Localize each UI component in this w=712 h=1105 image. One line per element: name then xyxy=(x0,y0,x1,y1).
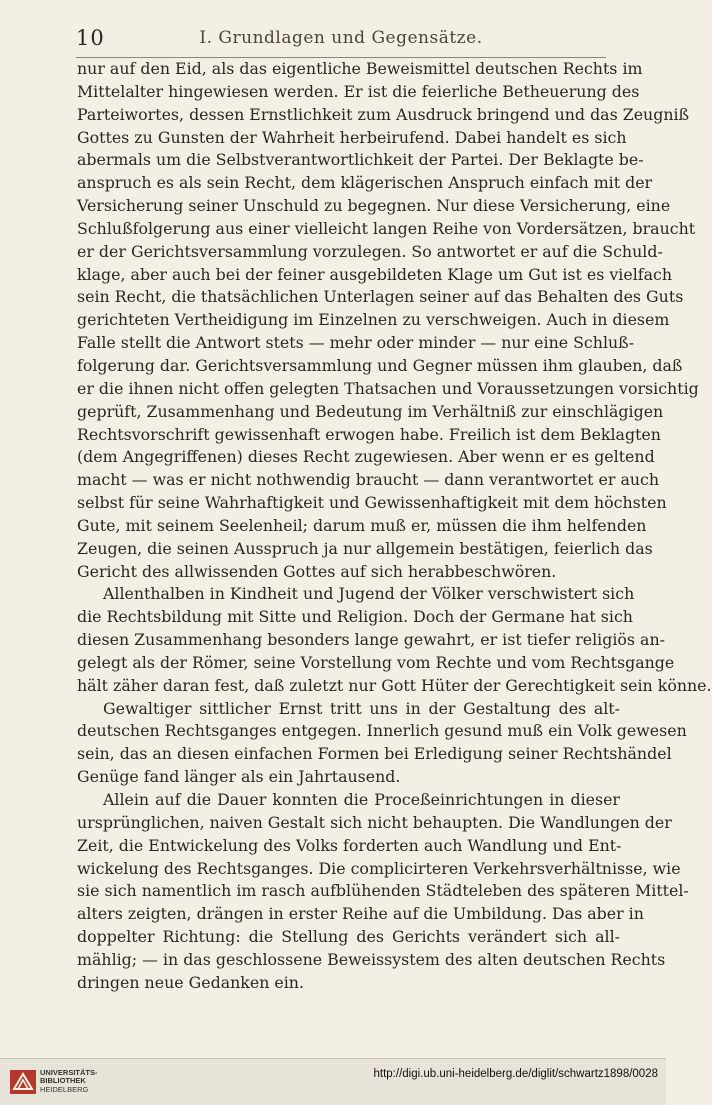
text-line: abermals um die Selbstverantwortlichkeit der Partei. Der Beklagte be- xyxy=(77,150,644,170)
library-logo-icon xyxy=(8,1067,38,1097)
text-line: Allein auf die Dauer konnten die Proceßeinrichtungen in dieser xyxy=(103,790,620,809)
text-line: macht — was er nicht nothwendig braucht — dann verantwortet er auch xyxy=(77,470,660,490)
text-line: doppelter Richtung: die Stellung des Gerichts verändert sich all- xyxy=(77,927,620,947)
text-line: ursprünglichen, naiven Gestalt sich nicht behaupten. Die Wandlungen der xyxy=(77,812,672,832)
text-line: gelegt als der Römer, seine Vorstellung vom Rechte und vom Rechtsgange xyxy=(77,652,675,672)
text-line: diesen Zusammenhang besonders lange gewahrt, er ist tiefer religiös an- xyxy=(77,630,665,650)
institution-line: UNIVERSITÄTS- xyxy=(40,1068,98,1077)
running-head: I. Grundlagen und Gegensätze. xyxy=(199,28,483,48)
text-line: die Rechtsbildung mit Sitte und Religion. Doch der Germane hat sich xyxy=(77,607,633,627)
text-line: Parteiwortes, dessen Ernstlichkeit zum Ausdruck bringend und das Zeugniß xyxy=(77,104,690,124)
text-line: dringen neue Gedanken ein. xyxy=(77,972,304,992)
text-line: wickelung des Rechtsganges. Die complicirteren Verkehrsverhältnisse, wie xyxy=(77,858,681,878)
text-line: sein, das an diesen einfachen Formen bei Erledigung seiner Rechtshändel xyxy=(77,744,672,764)
text-line: nur auf den Eid, als das eigentliche Beweismittel deutschen Rechts im xyxy=(77,59,643,78)
text-line: Versicherung seiner Unschuld zu begegnen. Nur diese Versicherung, eine xyxy=(77,196,671,216)
text-line: Schlußfolgerung aus einer vielleicht langen Reihe von Vordersätzen, braucht xyxy=(77,218,696,238)
text-line: Genüge fand länger als ein Jahrtausend. xyxy=(77,767,401,787)
source-url-link[interactable]: http://digi.ub.uni-heidelberg.de/diglit/schwartz1898/0028 xyxy=(373,1068,658,1080)
text-line: Gottes zu Gunsten der Wahrheit herbeirufend. Dabei handelt es sich xyxy=(77,127,627,147)
text-line: folgerung dar. Gerichtsversammlung und Gegner müssen ihm glauben, daß xyxy=(77,355,683,375)
text-line: sie sich namentlich im rasch aufblühenden Städteleben des späteren Mittel- xyxy=(77,881,689,901)
text-line: Gute, mit seinem Seelenheil; darum muß er, müssen die ihm helfenden xyxy=(77,515,647,535)
text-line: er die ihnen nicht offen gelegten Thatsachen und Voraussetzungen vorsichtig xyxy=(77,378,699,398)
footer-bar xyxy=(0,1058,666,1105)
text-line: sein Recht, die thatsächlichen Unterlagen seiner auf das Behalten des Guts xyxy=(77,287,684,307)
text-line: deutschen Rechtsganges entgegen. Innerlich gesund muß ein Volk gewesen xyxy=(77,721,687,741)
text-line: selbst für seine Wahrhaftigkeit und Gewissenhaftigkeit mit dem höchsten xyxy=(77,493,667,513)
text-line: Zeit, die Entwickelung des Volks forderten auch Wandlung und Ent- xyxy=(77,835,622,855)
text-line: (dem Angegriffenen) dieses Recht zugewiesen. Aber wenn er es geltend xyxy=(77,447,655,467)
text-line: klage, aber auch bei der feiner ausgebildeten Klage um Gut ist es vielfach xyxy=(77,264,673,284)
text-line: Gewaltiger sittlicher Ernst tritt uns in der Gestaltung des alt- xyxy=(103,698,620,718)
text-line: Allenthalben in Kindheit und Jugend der Völker verschwistert sich xyxy=(103,584,635,604)
text-line: gerichteten Vertheidigung im Einzelnen zu verschweigen. Auch in diesem xyxy=(77,310,670,330)
text-line: Rechtsvorschrift gewissenhaft erwogen habe. Freilich ist dem Beklagten xyxy=(77,424,661,444)
institution-line: BIBLIOTHEK xyxy=(40,1076,86,1086)
text-line: Falle stellt die Antwort stets — mehr oder minder — nur eine Schluß- xyxy=(77,333,635,353)
text-line: Gericht des allwissenden Gottes auf sich herabbeschwören. xyxy=(77,561,557,581)
text-line: anspruch es als sein Recht, dem klägerischen Anspruch einfach mit der xyxy=(77,173,653,193)
text-line: hält zäher daran fest, daß zuletzt nur Gott Hüter der Gerechtigkeit sein könne. xyxy=(77,675,712,695)
institution-line: HEIDELBERG xyxy=(40,1084,89,1094)
text-line: er der Gerichtsversammlung vorzulegen. So antwortet er auf die Schuld- xyxy=(77,241,663,261)
body-text xyxy=(77,58,712,995)
text-line: alters zeigten, drängen in erster Reihe auf die Umbildung. Das aber in xyxy=(77,904,644,924)
text-line: geprüft, Zusammenhang und Bedeutung im Verhältniß zur einschlägigen xyxy=(77,401,664,421)
page-number: 10 xyxy=(76,26,105,50)
page-header xyxy=(76,26,606,56)
text-line: mählig; — in das geschlossene Beweissystem des alten deutschen Rechts xyxy=(77,949,666,969)
institution-name xyxy=(40,1069,98,1094)
text-line: Mittelalter hingewiesen werden. Er ist die feierliche Betheuerung des xyxy=(77,81,640,101)
text-line: Zeugen, die seinen Ausspruch ja nur allgemein bestätigen, feierlich das xyxy=(77,538,653,558)
